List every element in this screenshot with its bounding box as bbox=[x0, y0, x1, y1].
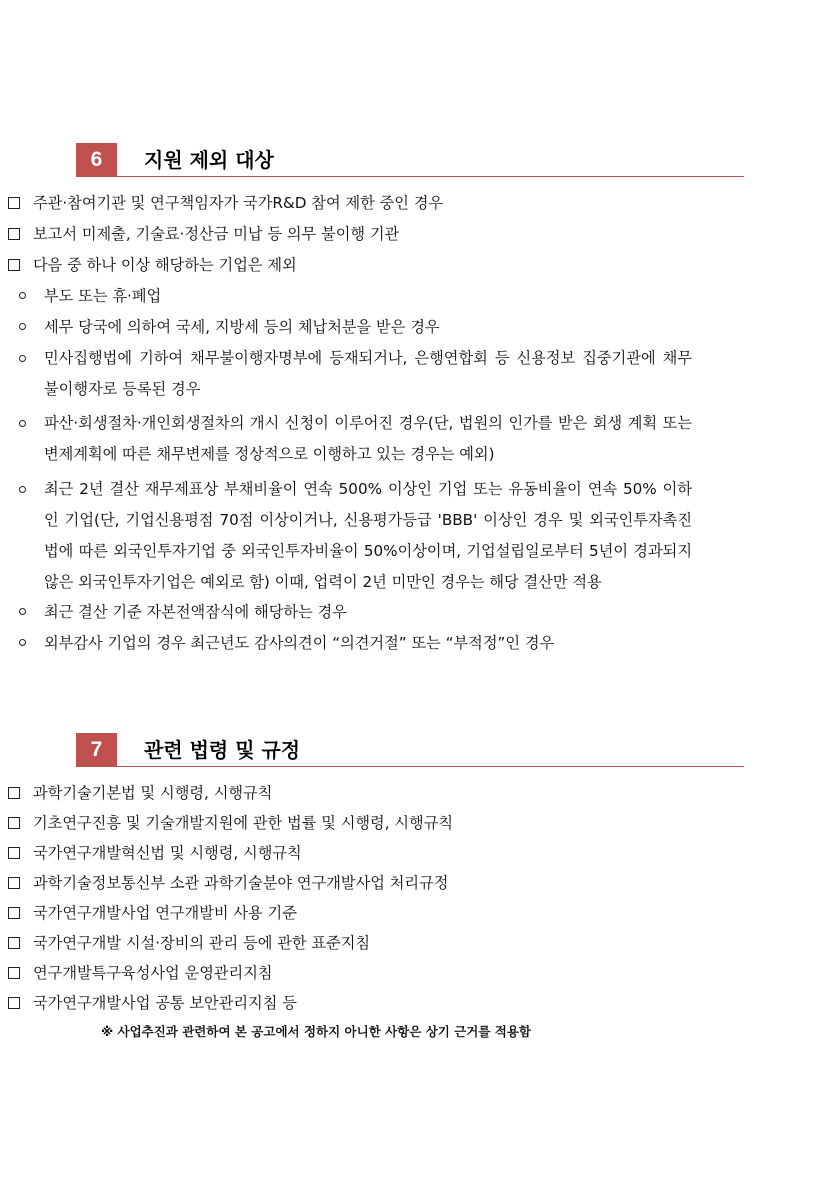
sub-list-item bbox=[8, 633, 692, 653]
list-item bbox=[8, 813, 692, 833]
list-item-text: 국가연구개발혁신법 및 시행령, 시행규칙 bbox=[33, 844, 302, 862]
sub-list-item-text: 부도 또는 휴·폐업 bbox=[44, 287, 162, 305]
exclusion-list bbox=[8, 193, 692, 286]
sub-list-item bbox=[8, 474, 692, 598]
list-item bbox=[8, 933, 692, 953]
list-item-text: 국가연구개발사업 공통 보안관리지침 등 bbox=[33, 994, 297, 1012]
list-item bbox=[8, 255, 692, 275]
hollow-circle-icon bbox=[19, 639, 26, 646]
empty-square-icon bbox=[8, 847, 20, 859]
section-rule bbox=[117, 766, 744, 767]
section-7-header bbox=[76, 733, 744, 767]
empty-square-icon bbox=[8, 259, 20, 271]
list-item bbox=[8, 783, 692, 803]
hollow-circle-icon bbox=[19, 355, 26, 362]
list-item-text: 주관·참여기관 및 연구책임자가 국가R&D 참여 제한 중인 경우 bbox=[33, 194, 444, 212]
hollow-circle-icon bbox=[19, 486, 26, 493]
section-title: 관련 법령 및 규정 bbox=[144, 738, 301, 762]
sub-list-item bbox=[8, 343, 692, 405]
section-6-heading bbox=[76, 143, 744, 177]
list-item-text: 보고서 미제출, 기술료·정산금 미납 등 의무 불이행 기관 bbox=[33, 225, 400, 243]
empty-square-icon bbox=[8, 228, 20, 240]
empty-square-icon bbox=[8, 877, 20, 889]
footnote: ※ 사업추진과 관련하여 본 공고에서 정하지 아니한 사항은 상기 근거를 적용함 bbox=[101, 1024, 531, 1039]
list-item bbox=[8, 993, 692, 1013]
empty-square-icon bbox=[8, 907, 20, 919]
list-item bbox=[8, 193, 692, 213]
section-7-heading bbox=[76, 733, 744, 767]
sub-list-item-text: 민사집행법에 기하여 채무불이행자명부에 등재되거나, 은행연합회 등 신용정보 집중기관에 채무 불이행자로 등록된 경우 bbox=[44, 349, 692, 398]
empty-square-icon bbox=[8, 787, 20, 799]
sub-list-item bbox=[8, 317, 692, 337]
empty-square-icon bbox=[8, 997, 20, 1009]
list-item bbox=[8, 903, 692, 923]
list-item bbox=[8, 224, 692, 244]
list-item-text: 기초연구진흥 및 기술개발지원에 관한 법률 및 시행령, 시행규칙 bbox=[33, 814, 454, 832]
company-exclusion-sublist bbox=[8, 286, 692, 653]
empty-square-icon bbox=[8, 967, 20, 979]
sub-list-item bbox=[8, 602, 692, 622]
sub-list-item-text: 최근 2년 결산 재무제표상 부채비율이 연속 500% 이상인 기업 또는 유동비율이 연속 50% 이하인 기업(단, 기업신용평점 70점 이상이거나, 신용평가등급 'BBB' 이상인 경우 및 외국인투자촉진법에 따른 외국인투자기업 중 외국인투자비율이 50%이상이며, 기업설립일로부터 5년이 경과되지 않은 외국인투자기업은 예외로 함) 이때, 업력이 2년 미만인 경우는 해당 결산만 적용 bbox=[44, 480, 692, 591]
hollow-circle-icon bbox=[19, 420, 26, 427]
hollow-circle-icon bbox=[19, 608, 26, 615]
section-6-header bbox=[76, 143, 744, 177]
hollow-circle-icon bbox=[19, 323, 26, 330]
section-rule bbox=[117, 176, 744, 177]
list-item bbox=[8, 963, 692, 983]
list-item-text: 국가연구개발사업 연구개발비 사용 기준 bbox=[33, 904, 297, 922]
sub-list-item bbox=[8, 408, 692, 470]
related-laws-list bbox=[8, 783, 692, 1013]
sub-list-item-text: 최근 결산 기준 자본전액잠식에 해당하는 경우 bbox=[44, 603, 347, 621]
list-item-text: 연구개발특구육성사업 운영관리지침 bbox=[33, 964, 273, 982]
list-item bbox=[8, 843, 692, 863]
sub-list-item-text: 파산·회생절차·개인회생절차의 개시 신청이 이루어진 경우(단, 법원의 인가를 받은 회생 계획 또는 변제계획에 따른 채무변제를 정상적으로 이행하고 있는 경우는 예외) bbox=[44, 414, 692, 463]
list-item-text: 과학기술정보통신부 소관 과학기술분야 연구개발사업 처리규정 bbox=[33, 874, 449, 892]
sub-list-item bbox=[8, 286, 692, 306]
sub-list-item-text: 세무 당국에 의하여 국세, 지방세 등의 체납처분을 받은 경우 bbox=[44, 318, 440, 336]
hollow-circle-icon bbox=[19, 292, 26, 299]
list-item bbox=[8, 873, 692, 893]
empty-square-icon bbox=[8, 197, 20, 209]
section-number-badge: 6 bbox=[76, 143, 117, 177]
list-item-text: 국가연구개발 시설·장비의 관리 등에 관한 표준지침 bbox=[33, 934, 371, 952]
list-item-text: 과학기술기본법 및 시행령, 시행규칙 bbox=[33, 784, 273, 802]
empty-square-icon bbox=[8, 817, 20, 829]
section-number-badge: 7 bbox=[76, 733, 117, 767]
section-title: 지원 제외 대상 bbox=[144, 148, 274, 172]
sub-list-item-text: 외부감사 기업의 경우 최근년도 감사의견이 “의견거절” 또는 “부적정”인 경우 bbox=[44, 634, 555, 652]
empty-square-icon bbox=[8, 937, 20, 949]
list-item-text: 다음 중 하나 이상 해당하는 기업은 제외 bbox=[33, 256, 297, 274]
